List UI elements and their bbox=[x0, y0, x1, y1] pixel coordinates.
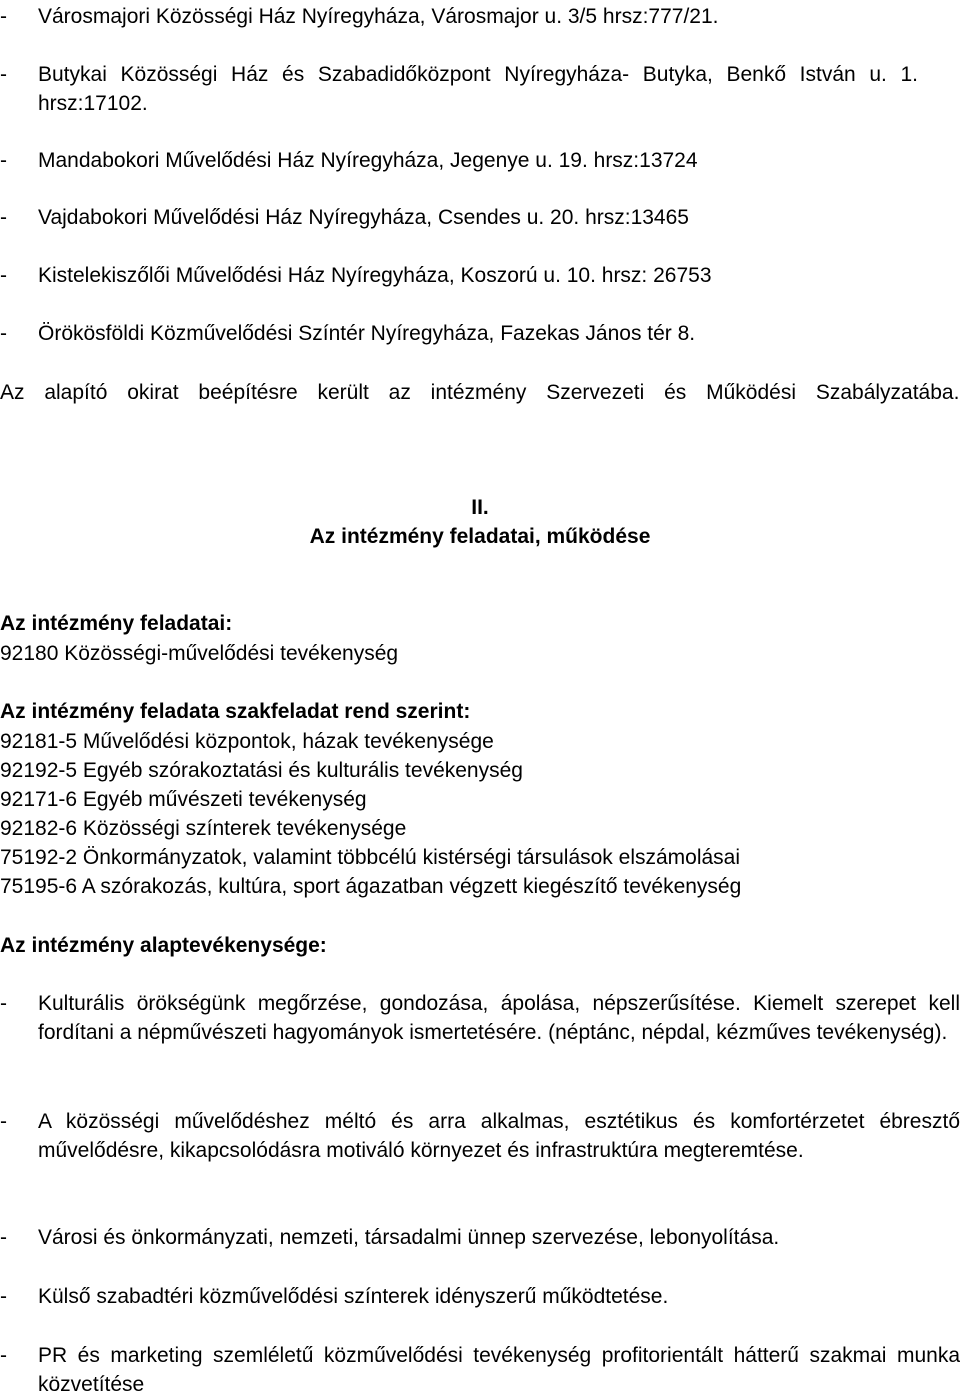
section-title: Az intézmény feladatai, működése bbox=[309, 525, 651, 548]
list-dash: - bbox=[0, 1110, 7, 1133]
subtask-line: 92181-5 Művelődési központok, házak tevékenysége bbox=[0, 730, 494, 753]
core-item-text: Kulturális örökségünk megőrzése, gondozása, ápolása, népszerűsítése. Kiemelt szerepet kell fordítani a népművészeti hagyományok ismertetésére. (néptánc, népdal, kézműves tevékenység). bbox=[38, 992, 960, 1044]
venue-text: Városmajori Közösségi Ház Nyíregyháza, Városmajor u. 3/5 hrsz:777/21. bbox=[38, 5, 719, 28]
venue-text: Örökösföldi Közművelődési Színtér Nyíregyháza, Fazekas János tér 8. bbox=[38, 322, 696, 345]
venue-text: Kistelekiszőlői Művelődési Ház Nyíregyháza, Koszorú u. 10. hrsz: 26753 bbox=[38, 264, 712, 287]
subtask-line: 92182-6 Közösségi színterek tevékenysége bbox=[0, 817, 407, 840]
subtasks-heading: Az intézmény feladata szakfeladat rend szerint: bbox=[0, 700, 471, 723]
list-dash: - bbox=[0, 322, 7, 345]
list-dash: - bbox=[0, 149, 7, 172]
list-dash: - bbox=[0, 1285, 7, 1308]
section-number: II. bbox=[471, 496, 489, 519]
venue-text: Vajdabokori Művelődési Ház Nyíregyháza, Csendes u. 20. hrsz:13465 bbox=[38, 206, 689, 229]
core-item-text: Városi és önkormányzati, nemzeti, társadalmi ünnep szervezése, lebonyolítása. bbox=[38, 1226, 780, 1249]
list-dash: - bbox=[0, 264, 7, 287]
list-dash: - bbox=[0, 63, 7, 86]
venue-text: Butykai Közösségi Ház és Szabadidőközpont Nyíregyháza- Butyka, Benkő István u. 1. hrsz:17102. bbox=[38, 63, 918, 115]
core-item-text: Külső szabadtéri közművelődési színterek idényszerű működtetése. bbox=[38, 1285, 669, 1308]
tasks-heading: Az intézmény feladatai: bbox=[0, 612, 233, 635]
subtask-line: 92171-6 Egyéb művészeti tevékenység bbox=[0, 788, 367, 811]
founding-note: Az alapító okirat beépítésre került az intézmény Szervezeti és Működési Szabályzatába. bbox=[0, 381, 960, 404]
list-dash: - bbox=[0, 1344, 7, 1367]
core-heading: Az intézmény alaptevékenysége: bbox=[0, 934, 327, 957]
tasks-line: 92180 Közösségi-művelődési tevékenység bbox=[0, 642, 399, 665]
list-dash: - bbox=[0, 1226, 7, 1249]
list-dash: - bbox=[0, 5, 7, 28]
subtask-line: 92192-5 Egyéb szórakoztatási és kulturális tevékenység bbox=[0, 759, 523, 782]
venue-text: Mandabokori Művelődési Ház Nyíregyháza, Jegenye u. 19. hrsz:13724 bbox=[38, 149, 698, 172]
subtask-line: 75192-2 Önkormányzatok, valamint többcélú kistérségi társulások elszámolásai bbox=[0, 846, 741, 869]
subtask-line: 75195-6 A szórakozás, kultúra, sport ágazatban végzett kiegészítő tevékenység bbox=[0, 875, 742, 898]
core-item-text: A közösségi művelődéshez méltó és arra alkalmas, esztétikus és komfortérzetet ébresztő művelődésre, kikapcsolódásra motiváló környezet és infrastruktúra megteremtése. bbox=[38, 1110, 960, 1162]
list-dash: - bbox=[0, 206, 7, 229]
list-dash: - bbox=[0, 992, 7, 1015]
core-item-text: PR és marketing szemléletű közművelődési tevékenység profitorientált hátterű szakmai munka közvetítése bbox=[38, 1344, 960, 1396]
